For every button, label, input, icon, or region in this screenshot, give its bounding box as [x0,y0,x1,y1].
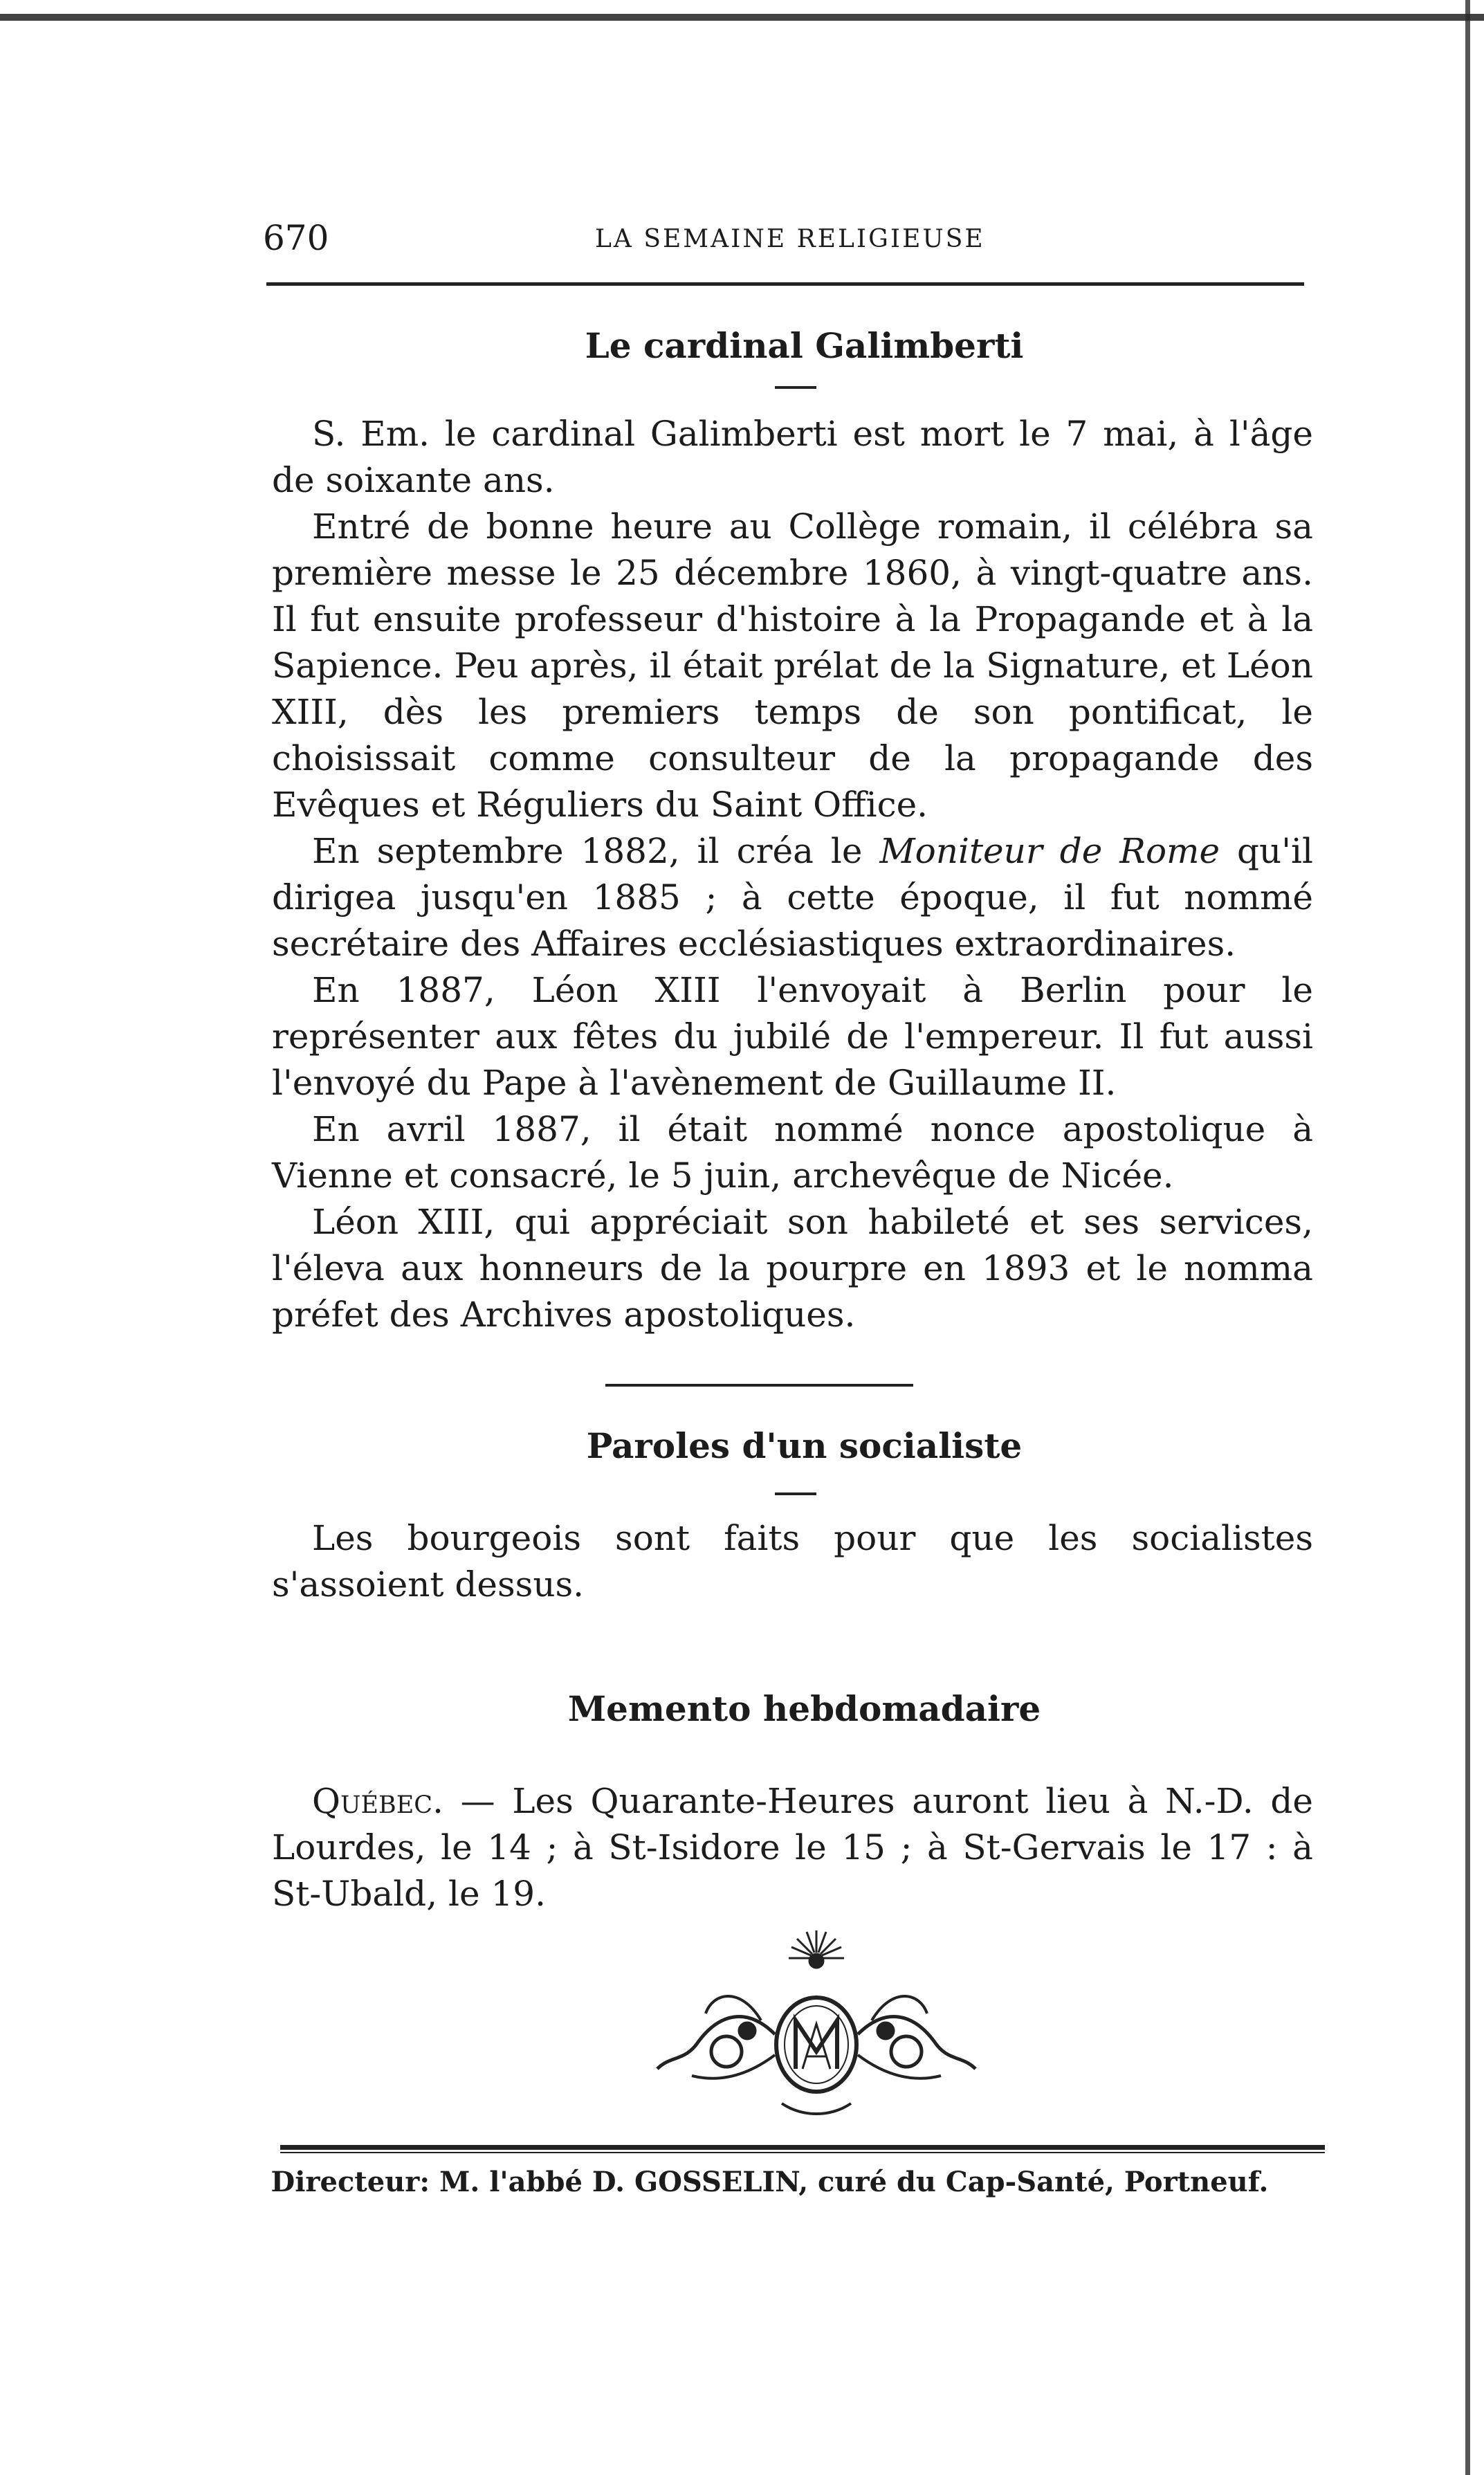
marian-monogram-ornament-icon [643,1910,989,2131]
paragraph: Entré de bonne heure au Collège romain, il célébra sa première messe le 25 décembre 1860, à vingt-quatre ans. Il fut ensuite professeur d'histoire à la Propagande et à la Sapience. Peu après, il était prélat de la Signature, et Léon XIII, dès les premiers temps de son pontificat, le choisissait comme consulteur de la propagande des Evêques et Réguliers du Saint Office. [272,506,1313,825]
title-dash [775,386,816,389]
scan-border-right [1465,0,1470,2475]
article-galimberti [272,411,1313,1338]
publisher-footer: Directeur: M. l'abbé D. GOSSELIN, curé du Cap-Santé, Portneuf. [271,2166,1269,2198]
header-rule [266,282,1304,286]
footer-rule [280,2145,1325,2150]
page-number: 670 [263,218,329,258]
running-title: LA SEMAINE RELIGIEUSE [595,225,985,253]
scan-border-top [0,14,1484,21]
section-title-socialiste: Paroles d'un socialiste [586,1425,1023,1466]
paragraph: En avril 1887, il était nommé nonce apostolique à Vienne et consacré, le 5 juin, archevêque de Nicée. [272,1109,1313,1196]
running-head [263,218,1308,259]
paragraph: Les bourgeois sont faits pour que les socialistes s'assoient dessus. [272,1518,1313,1605]
article-memento [272,1778,1313,1917]
article-socialiste [272,1515,1313,1608]
paragraph: Québec. — Les Quarante-Heures auront lieu à N.-D. de Lourdes, le 14 ; à St-Isidore le 15 ; à St-Gervais le 17 : à St-Ubald, le 19. [272,1781,1313,1914]
section-separator [605,1384,913,1387]
paragraph: En septembre 1882, il créa le Moniteur de Rome qu'il dirigea jusqu'en 1885 ; à cette époque, il fut nommé secrétaire des Affaires ecclésiastiques extraordinaires. [272,831,1313,964]
paragraph: Léon XIII, qui appréciait son habileté et ses services, l'éleva aux honneurs de la pourpre en 1893 et le nomma préfet des Archives apostoliques. [272,1202,1313,1335]
journal-title: Moniteur de Rome [879,831,1220,871]
paragraph: S. Em. le cardinal Galimberti est mort le 7 mai, à l'âge de soixante ans. [272,414,1313,500]
section-title-memento: Memento hebdomadaire [567,1688,1041,1729]
footer-rule-thin [280,2152,1325,2153]
paragraph: En 1887, Léon XIII l'envoyait à Berlin pour le représenter aux fêtes du jubilé de l'empereur. Il fut aussi l'envoyé du Pape à l'avènement de Guillaume II. [272,970,1313,1103]
section-title-galimberti: Le cardinal Galimberti [585,325,1024,366]
place-name: Québec. [312,1781,443,1821]
title-dash [775,1492,816,1495]
